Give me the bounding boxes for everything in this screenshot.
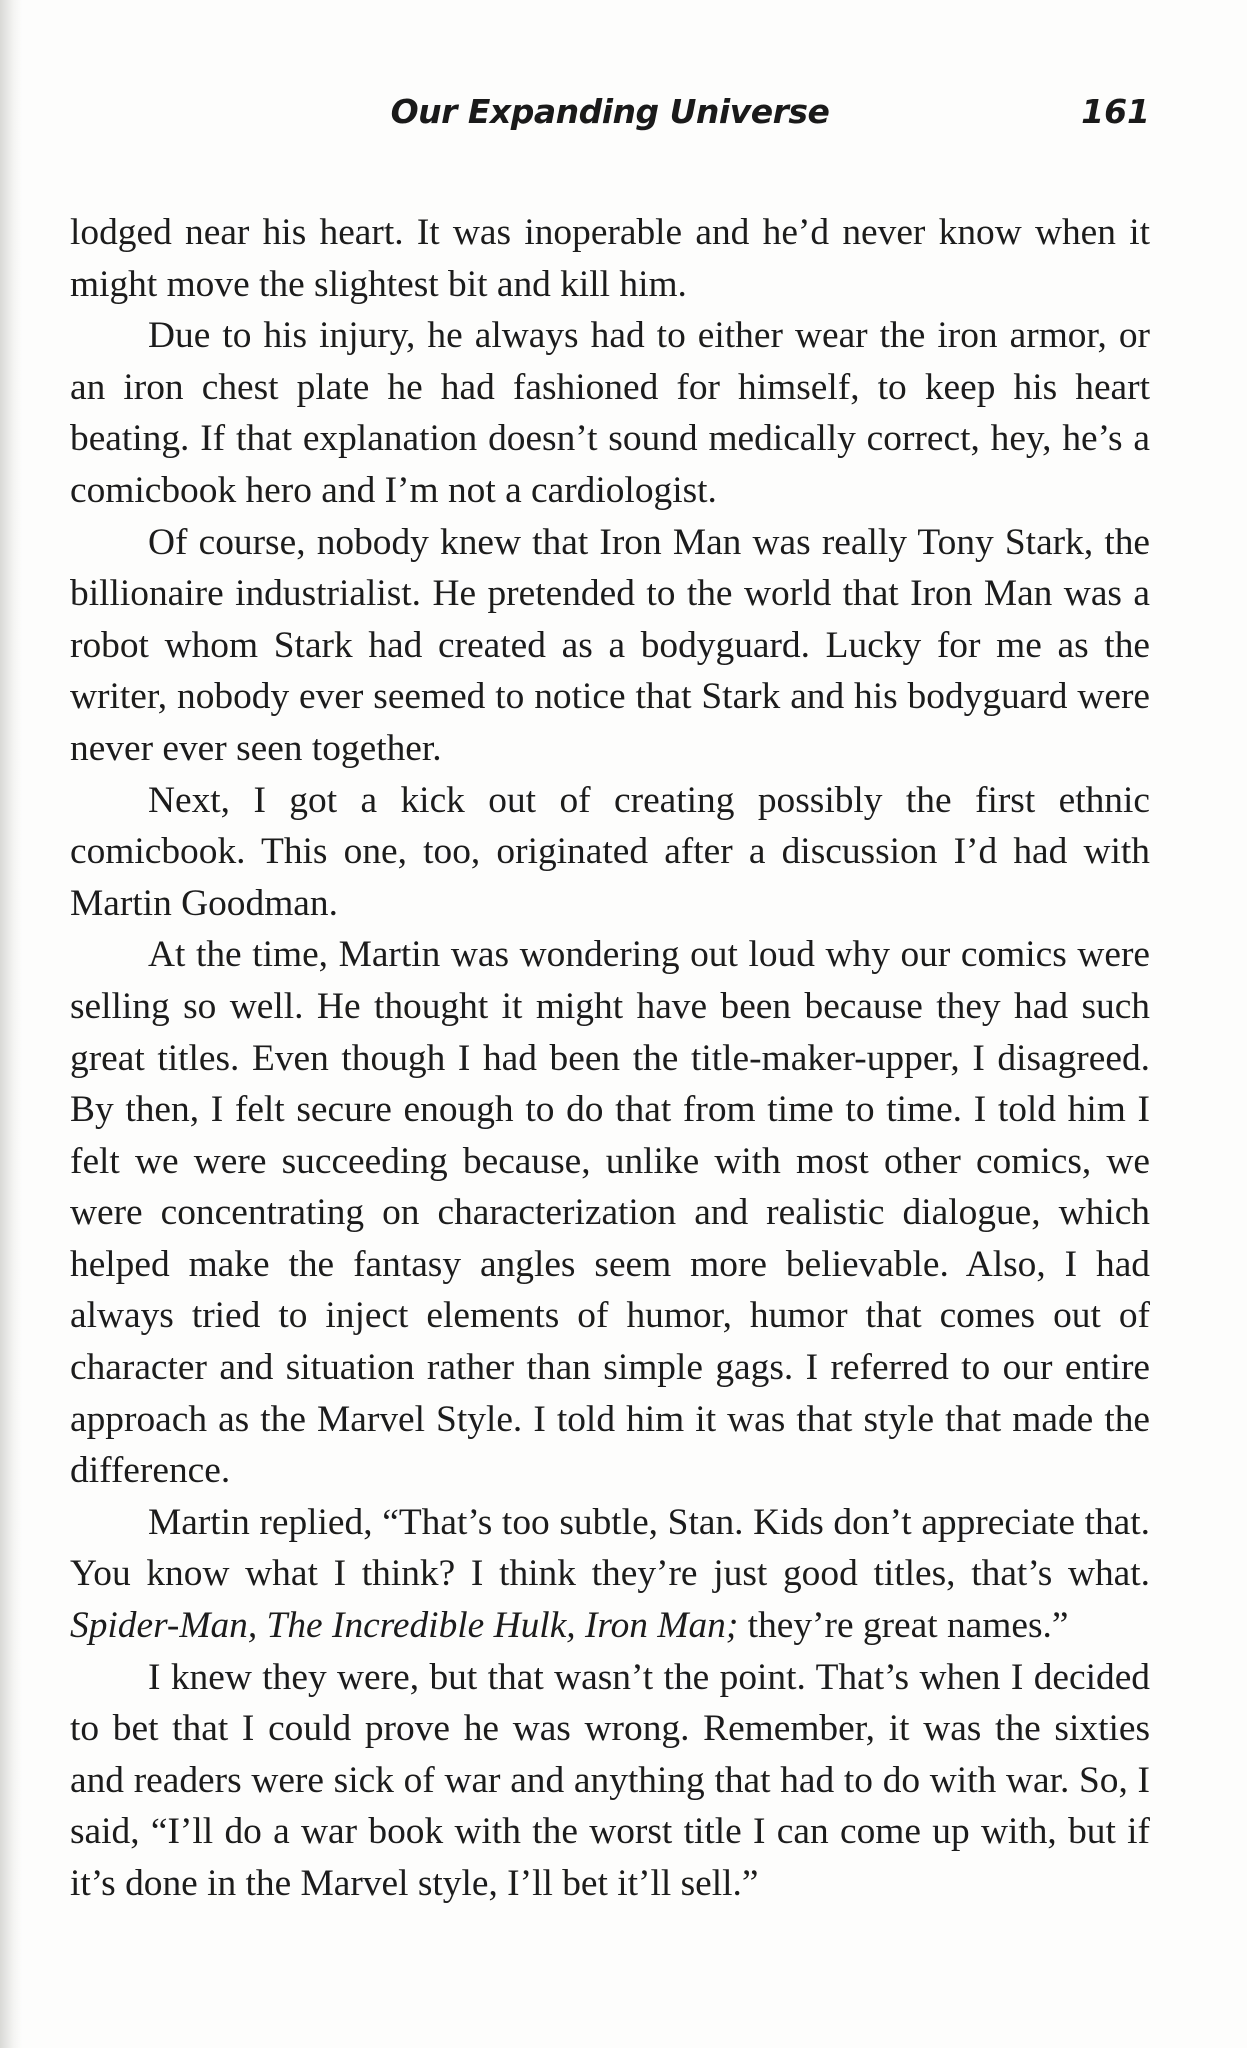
comic-titles-italic: Spider-Man, The Incredible Hulk, Iron Man; xyxy=(70,1605,739,1647)
running-head xyxy=(70,92,1150,138)
paragraph-1: lodged near his heart. It was inoperable and he’d never know when it might move the slightest bit and kill him. xyxy=(70,212,1150,305)
paragraph-4: Next, I got a kick out of creating possibly the first ethnic comicbook. This one, too, originated after a discussion I’d had with Martin Goodman. xyxy=(70,779,1150,924)
body-text xyxy=(70,207,1150,1910)
paragraph-3: Of course, nobody knew that Iron Man was really Tony Stark, the billionaire industrialist. He pretended to the world that Iron Man was a robot whom Stark had created as a bodyguard. Lucky for me as the writer, nobody ever seemed to notice that Stark and his bodyguard were never ever seen together. xyxy=(70,521,1150,769)
paragraph-5: At the time, Martin was wondering out loud why our comics were selling so well. He thought it might have been because they had such great titles. Even though I had been the title-maker-upper, I disagreed. By then, I felt secure enough to do that from time to time. I told him I felt we were succeeding because, unlike with most other comics, we were concentrating on characterization and realistic dialogue, which helped make the fantasy angles seem more believable. Also, I had always tried to inject elements of humor, humor that comes out of character and situation rather than simple gags. I referred to our entire approach as the Marvel Style. I told him it was that style that made the difference. xyxy=(70,934,1150,1492)
paragraph-6-before: Martin replied, “That’s too subtle, Stan. Kids don’t appreciate that. You know what I think? I think they’re just good titles, that’s what. xyxy=(70,1501,1150,1595)
running-title: Our Expanding Universe xyxy=(390,92,830,131)
paragraph-7: I knew they were, but that wasn’t the point. That’s when I decided to bet that I could prove he was wrong. Remember, it was the sixties and readers were sick of war and anything that had to do with war. So, I said, “I’ll do a war book with the worst title I can come up with, but if it’s done in the Marvel style, I’ll bet it’ll sell.” xyxy=(70,1656,1150,1904)
page-number: 161 xyxy=(1081,92,1150,131)
paragraph-6-after: they’re great names.” xyxy=(738,1605,1069,1647)
paragraph-6 xyxy=(70,1497,1150,1652)
binding-shadow xyxy=(0,0,22,2048)
paragraph-2: Due to his injury, he always had to either wear the iron armor, or an iron chest plate he had fashioned for himself, to keep his heart beating. If that explanation doesn’t sound medically correct, hey, he’s a comicbook hero and I’m not a cardiologist. xyxy=(70,315,1150,511)
